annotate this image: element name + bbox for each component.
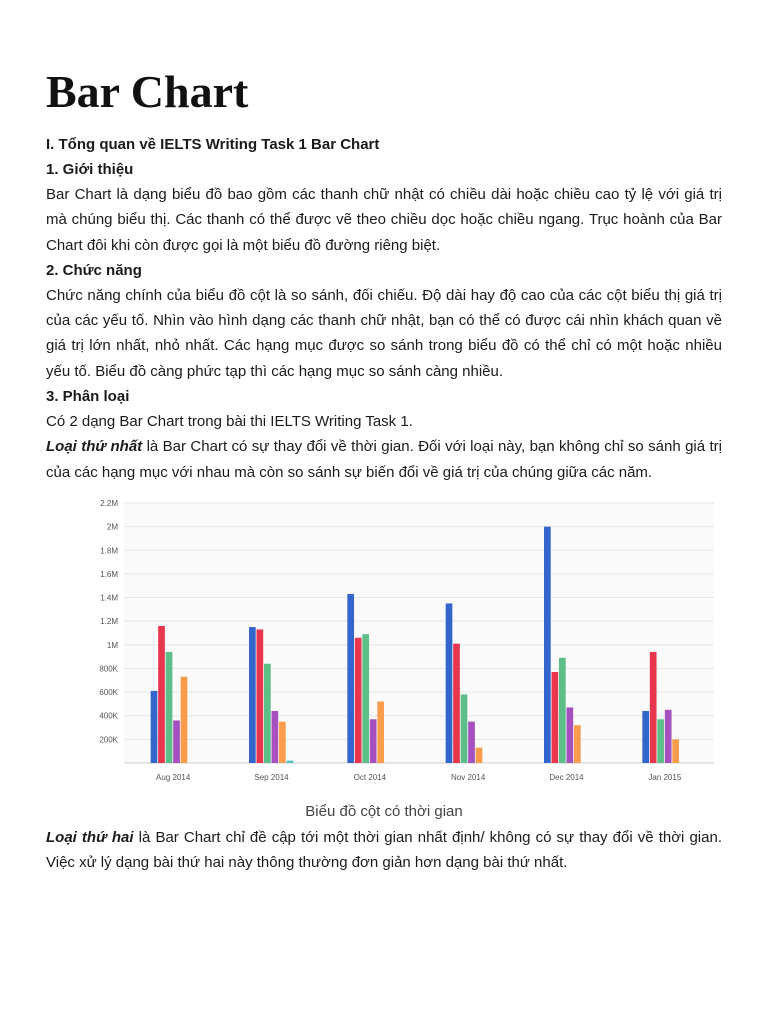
plot-area <box>124 503 714 763</box>
y-tick-label: 2M <box>106 522 118 532</box>
bar-sep-2014-series-6 <box>287 761 294 763</box>
bar-oct-2014-series-4 <box>370 719 377 763</box>
bar-jan-2015-series-2 <box>650 652 657 763</box>
subsection-heading-types: 3. Phân loại <box>46 388 130 406</box>
type1-label: Loại thứ nhất <box>46 438 143 456</box>
section-heading-overview: I. Tổng quan về IELTS Writing Task 1 Bar Chart <box>46 136 380 153</box>
document-page <box>46 62 722 876</box>
bar-chart <box>90 495 722 797</box>
paragraph-function: Chức năng chính của biểu đồ cột là so sánh, đối chiếu. Độ dài hay độ cao của các cột biểu thị giá trị của các yếu tố. Nhìn vào hình dạng các thanh chữ nhật, bạn có thể có được cái nhìn khách quan về giá trị lớn nhất, nhỏ nhất. Các hạng mục được so sánh trong biểu đồ có thể chỉ có một hoặc nhiều yếu tố. Biểu đồ càng phức tạp thì các hạng mục so sánh càng nhiều. <box>46 286 722 380</box>
bar-nov-2014-series-3 <box>461 694 468 763</box>
bar-dec-2014-series-1 <box>544 527 551 763</box>
bar-dec-2014-series-3 <box>559 658 566 763</box>
bar-aug-2014-series-4 <box>173 720 180 763</box>
subsection-heading-intro: 1. Giới thiệu <box>46 161 134 178</box>
y-tick-label: 2.2M <box>100 498 118 508</box>
page-title: Bar Chart <box>46 66 249 117</box>
bar-sep-2014-series-4 <box>272 711 279 763</box>
bar-jan-2015-series-4 <box>665 710 672 763</box>
type1-text: là Bar Chart có sự thay đổi về thời gian. Đối với loại này, bạn không chỉ so sánh giá trị của các hạng mục với nhau mà còn so sánh sự biến đổi về giá trị của chúng giữa các năm. <box>46 438 722 481</box>
x-tick-label: Jan 2015 <box>648 772 682 782</box>
bar-oct-2014-series-1 <box>347 594 354 763</box>
bar-dec-2014-series-4 <box>567 707 574 763</box>
bar-nov-2014-series-1 <box>446 603 453 763</box>
y-tick-label: 1.6M <box>100 569 118 579</box>
x-tick-label: Sep 2014 <box>254 772 289 782</box>
bar-nov-2014-series-5 <box>476 748 483 763</box>
bar-aug-2014-series-3 <box>166 652 173 763</box>
bar-jan-2015-series-1 <box>642 711 649 763</box>
subsection-heading-function: 2. Chức năng <box>46 261 142 279</box>
type2-label: Loại thứ hai <box>46 828 134 846</box>
bar-nov-2014-series-2 <box>453 644 460 763</box>
bar-sep-2014-series-1 <box>249 627 256 763</box>
paragraph-type2 <box>46 825 722 876</box>
y-tick-label: 600K <box>99 688 118 698</box>
bar-aug-2014-series-2 <box>158 626 165 763</box>
paragraph-intro: Bar Chart là dạng biểu đồ bao gồm các thanh chữ nhật có chiều dài hoặc chiều cao tỷ lệ với giá trị mà chúng biểu thị. Các thanh có thể được vẽ theo chiều dọc hoặc chiều ngang. Trục hoành của Bar Chart đôi khi còn được gọi là một biểu đồ đường riêng biệt. <box>46 186 722 254</box>
y-tick-label: 1M <box>106 640 118 650</box>
paragraph-type1 <box>46 434 722 485</box>
bar-jan-2015-series-5 <box>672 739 679 763</box>
x-tick-label: Dec 2014 <box>549 772 584 782</box>
bar-nov-2014-series-4 <box>468 722 475 763</box>
bar-sep-2014-series-2 <box>257 629 264 763</box>
bar-aug-2014-series-1 <box>151 691 158 763</box>
bar-sep-2014-series-5 <box>279 722 286 763</box>
bar-dec-2014-series-2 <box>552 672 559 763</box>
bar-sep-2014-series-3 <box>264 664 271 763</box>
bar-dec-2014-series-5 <box>574 725 581 763</box>
bar-oct-2014-series-5 <box>377 702 384 763</box>
bar-chart-svg <box>90 495 722 797</box>
bar-jan-2015-series-3 <box>657 719 664 763</box>
bar-oct-2014-series-3 <box>362 634 369 763</box>
y-tick-label: 200K <box>99 735 118 745</box>
bar-aug-2014-series-5 <box>181 677 188 763</box>
x-tick-label: Oct 2014 <box>353 772 387 782</box>
paragraph-types-intro: Có 2 dạng Bar Chart trong bài thi IELTS Writing Task 1. <box>46 413 413 431</box>
type2-text: là Bar Chart chỉ đề cập tới một thời gian nhất định/ không có sự thay đổi về thời gian. Việc xử lý dạng bài thứ hai này thông thường đơn giản hơn dạng bài thứ nhất. <box>46 828 722 872</box>
y-tick-label: 1.8M <box>100 546 118 556</box>
x-tick-label: Nov 2014 <box>451 772 486 782</box>
y-tick-label: 1.4M <box>100 593 118 603</box>
chart-caption: Biểu đồ cột có thời gian <box>305 802 463 820</box>
y-tick-label: 800K <box>99 664 118 674</box>
bar-oct-2014-series-2 <box>355 638 362 763</box>
y-tick-label: 400K <box>99 711 118 721</box>
x-tick-label: Aug 2014 <box>156 772 191 782</box>
y-tick-label: 1.2M <box>100 617 118 627</box>
